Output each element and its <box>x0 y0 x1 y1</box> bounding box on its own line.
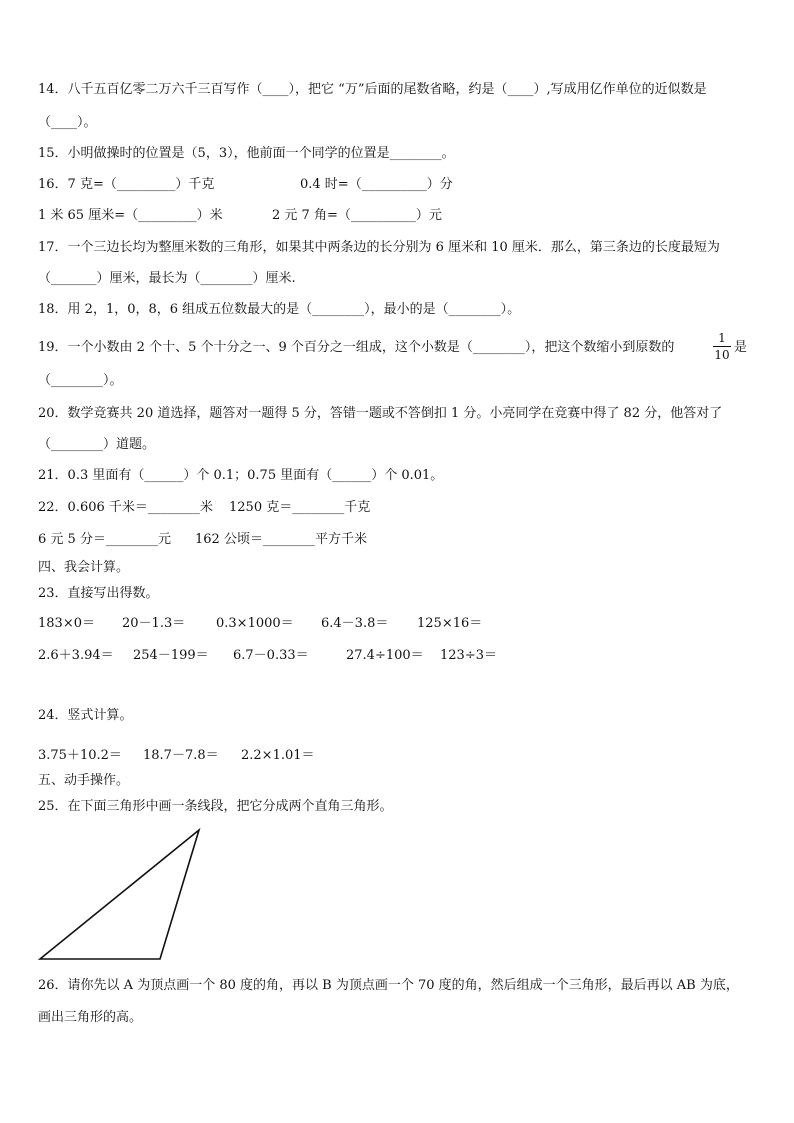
q21-text: 21．0.3 里面有（______）个 0.1；0.75 里面有（______）个 0.01。 <box>38 468 444 483</box>
q23-r1-c4: 6.4－3.8＝ <box>321 616 389 631</box>
q15-text: 15．小明做操时的位置是（5，3），他前面一个同学的位置是________。 <box>38 146 455 161</box>
q16-part-d: 2 元 7 角=（__________）元 <box>272 208 442 223</box>
q24-title: 24．竖式计算。 <box>38 708 133 723</box>
q23-r1-c1: 183×0＝ <box>38 616 95 631</box>
q22-part-b: 1250 克＝________千克 <box>229 500 371 515</box>
q17-line2: （_______）厘米，最长为（________）厘米. <box>38 271 296 286</box>
q23-r1-c2: 20－1.3＝ <box>122 616 186 631</box>
section-5-heading: 五、动手操作。 <box>38 773 130 788</box>
q23-r2-c3: 6.7－0.33＝ <box>233 648 309 663</box>
q19-line1-end: 是 <box>734 340 748 355</box>
q17-line1: 17．一个三边长均为整厘米数的三角形，如果其中两条边的长分别为 6 厘米和 10 厘米．那么，第三条边的长度最短为 <box>38 240 720 255</box>
q23-title: 23．直接写出得数。 <box>38 586 159 601</box>
q23-r2-c2: 254－199＝ <box>133 648 209 663</box>
q14-line1: 14．八千五百亿零二万六千三百写作（____），把它 “万”后面的尾数省略，约是（____）,写成用亿作单位的近似数是 <box>38 82 707 97</box>
q22-part-a: 22．0.606 千米＝________米 <box>38 500 213 515</box>
q23-r1-c3: 0.3×1000＝ <box>216 616 294 631</box>
q19-line1: 19．一个小数由 2 个十、5 个十分之一、9 个百分之一组成，这个小数是（________），把这个数缩小到原数的 <box>38 340 675 355</box>
q20-line1: 20．数学竞赛共 20 道选择，题答对一题得 5 分，答错一题或不答倒扣 1 分。小亮同学在竞赛中得了 82 分，他答对了 <box>38 406 723 421</box>
q26-line1: 26．请你先以 A 为顶点画一个 80 度的角，再以 B 为顶点画一个 70 度的角，然后组成一个三角形，最后再以 AB 为底， <box>38 978 739 993</box>
q25-triangle <box>40 830 199 959</box>
q22-part-c: 6 元 5 分＝________元 <box>38 532 171 547</box>
q20-line2: （________）道题。 <box>38 437 156 452</box>
q19-fraction-denominator: 10 <box>714 348 730 362</box>
q23-r1-c5: 125×16＝ <box>417 616 483 631</box>
q19-line2: （________）。 <box>38 373 123 388</box>
q23-r2-c5: 123÷3＝ <box>440 648 497 663</box>
q22-part-d: 162 公顷＝________平方千米 <box>195 532 367 547</box>
q18-text: 18．用 2，1，0，8，6 组成五位数最大的是（________），最小的是（________）。 <box>38 302 521 317</box>
q26-line2: 画出三角形的高。 <box>38 1010 143 1025</box>
q19-fraction-numerator: 1 <box>718 331 726 345</box>
q16-part-c: 1 米 65 厘米=（_________）米 <box>38 208 223 223</box>
q14-line2: （____）。 <box>38 115 97 130</box>
q16-part-a: 16．7 克=（_________）千克 <box>38 177 215 192</box>
section-4-heading: 四、我会计算。 <box>38 560 130 575</box>
q25-text: 25．在下面三角形中画一条线段，把它分成两个直角三角形。 <box>38 799 393 814</box>
q16-part-b: 0.4 时=（__________）分 <box>300 177 453 192</box>
q24-item-3: 2.2×1.01＝ <box>241 748 315 763</box>
q23-r2-c1: 2.6＋3.94＝ <box>38 648 114 663</box>
q24-item-1: 3.75＋10.2＝ <box>38 748 122 763</box>
q23-r2-c4: 27.4÷100＝ <box>346 648 424 663</box>
q24-item-2: 18.7－7.8＝ <box>143 748 219 763</box>
